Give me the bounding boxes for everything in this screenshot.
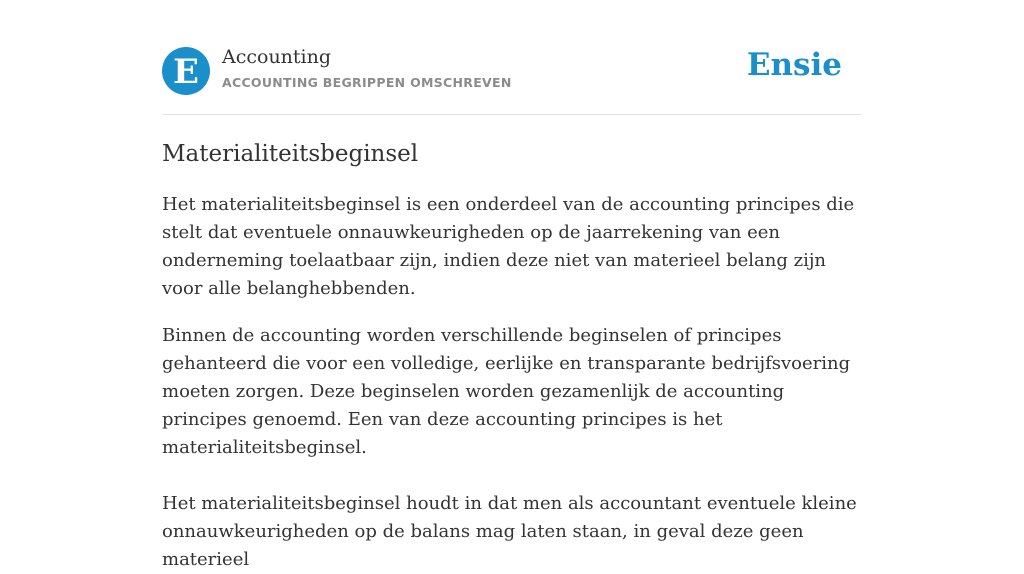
- site-logo[interactable]: [162, 47, 210, 95]
- brand-logo[interactable]: Ensie: [746, 47, 842, 83]
- article-title: Materialiteitsbeginsel: [162, 141, 419, 167]
- article-paragraph-3: Het materialiteitsbeginsel houdt in dat men als accountant eventuele kleine onnauwkeurigheden op de balans mag laten staan, in geval deze geen materieel: [162, 493, 857, 570]
- article-paragraph-1: Het materialiteitsbeginsel is een onderdeel van de accounting principes die stelt dat eventuele onnauwkeurigheden op de jaarrekening van een onderneming toelaatbaar zijn, indien deze niet van materieel belang zijn voor alle belanghebbenden.: [162, 194, 855, 299]
- site-subtitle: ACCOUNTING BEGRIPPEN OMSCHREVEN: [222, 75, 512, 90]
- content-column: [162, 0, 862, 574]
- site-title[interactable]: Accounting: [222, 46, 332, 68]
- header: [162, 0, 862, 115]
- article-paragraph-2: Binnen de accounting worden verschillende beginselen of principes gehanteerd die voor een volledige, eerlijke en transparante bedrijfsvoering moeten zorgen. Deze beginselen worden gezamenlijk de accounting principes genoemd. Een van deze accounting principes is het materialiteitsbeginsel.: [162, 325, 851, 458]
- logo-letter: E: [173, 51, 199, 92]
